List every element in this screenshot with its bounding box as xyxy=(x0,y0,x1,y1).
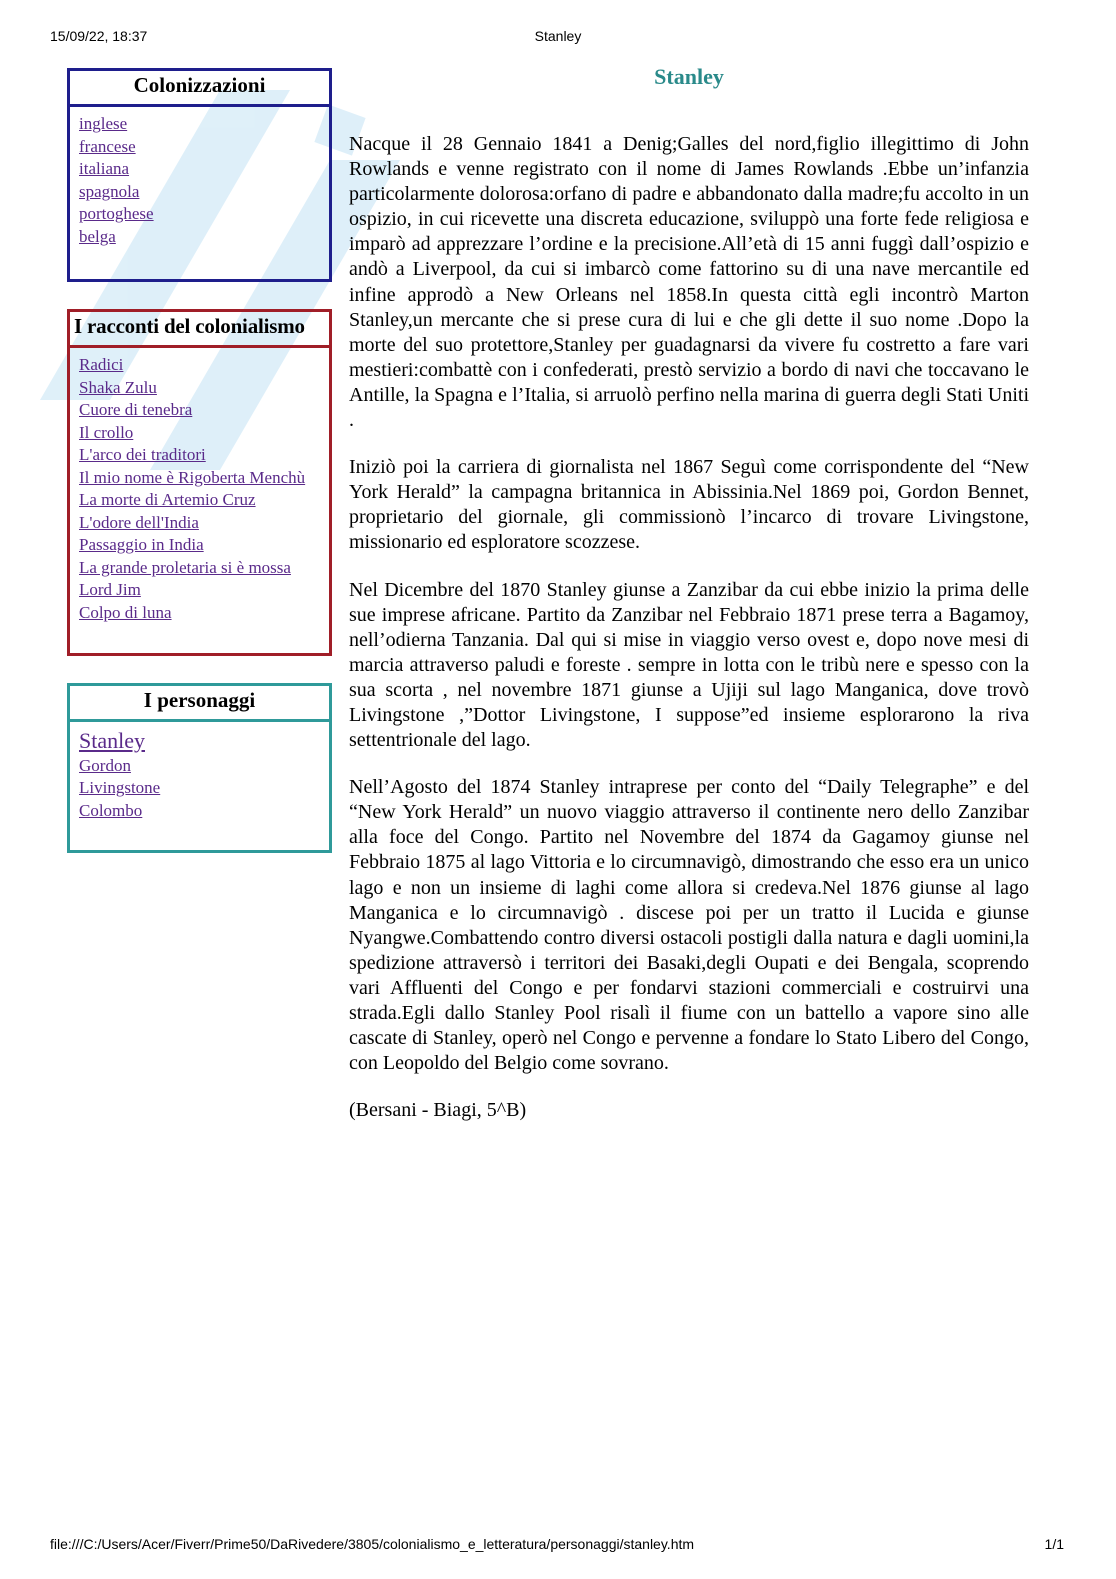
link-shaka-zulu[interactable]: Shaka Zulu xyxy=(79,377,157,397)
paragraph-zanzibar: Nel Dicembre del 1870 Stanley giunse a Zanzibar da cui ebbe inizio la prima delle sue imprese africane. Partito da Zanzibar nel Febbraio 1871 prese terra a Bagamoy, nell’odierna Tanzania. Dal qui si mise in viaggio verso ovest e, dopo nove mesi di marcia attraverso paludi e foreste . sempre in lotta con le tribù nere e spesso con la sua scorta , nel novembre 1871 giunse a Ujiji sul lago Manganica, dove trovò Livingstone ,”Dottor Livingstone, I suppose”ed insieme esplorarono la riva settentrionale del lago. xyxy=(349,578,1029,752)
link-stanley[interactable]: Stanley xyxy=(79,728,145,753)
link-cuore-di-tenebra[interactable]: Cuore di tenebra xyxy=(79,400,193,419)
link-grande-proletaria[interactable]: La grande proletaria si è mossa xyxy=(79,557,291,577)
personaggi-list xyxy=(70,722,329,822)
link-passaggio-india[interactable]: Passaggio in India xyxy=(79,535,204,554)
link-francese[interactable]: francese xyxy=(79,136,136,156)
racconti-box xyxy=(67,309,332,656)
link-arco-dei-traditori[interactable]: L'arco dei traditori xyxy=(79,445,206,464)
paragraph-birth: Nacque il 28 Gennaio 1841 a Denig;Galles del nord,figlio illegittimo di John Rowlands e venne registrato con il nome di James Rowlands .Ebbe un’infanzia particolarmente dolorosa:orfano di padre e abbandonato dalla madre;fu accolto in un ospizio, in cui ricevette una discreta educazione, sviluppò una forte fede religiosa e imparò ad apprezzare l’ordine e la precisione.All’età di 15 anni fuggì dall’ospizio e andò a Liverpool, da cui si imbarcò come fattorino su di una nave mercantile ed infine approdò a New Orleans nel 1858.In questa città egli incontrò Marton Stanley,un mercante che si prese cura di lui e che gli dette il suo nome .Dopo la morte del suo protettore,Stanley per guadagnarsi da vivere fu costretto a fare vari mestieri:combattè con i confederati, prestò servizio a bordo di navi che toccavano le Antille, la Spagna e l’Italia, si arruolò perfino nella marina di guerra degli Stati Uniti . xyxy=(349,133,1029,432)
link-inglese[interactable]: inglese xyxy=(79,114,128,133)
link-odore-india[interactable]: L'odore dell'India xyxy=(79,512,199,532)
print-title: Stanley xyxy=(534,28,582,44)
colonizzazioni-list xyxy=(70,107,329,248)
link-colpo-di-luna[interactable]: Colpo di luna xyxy=(79,602,172,622)
link-il-crollo[interactable]: Il crollo xyxy=(79,422,134,442)
link-portoghese[interactable]: portoghese xyxy=(79,204,154,223)
print-file-path: file:///C:/Users/Acer/Fiverr/Prime50/DaRivedere/3805/colonialismo_e_letteratura/personaggi/stanley.htm xyxy=(50,1536,695,1552)
signature: (Bersani - Biagi, 5^B) xyxy=(349,1099,527,1122)
racconti-list xyxy=(70,348,329,624)
link-belga[interactable]: belga xyxy=(79,226,116,246)
personaggi-box xyxy=(67,683,332,853)
link-colombo[interactable]: Colombo xyxy=(79,800,143,820)
page-title: Stanley xyxy=(654,64,724,89)
link-rigoberta-menchu[interactable]: Il mio nome è Rigoberta Menchù xyxy=(79,467,306,487)
link-artemio-cruz[interactable]: La morte di Artemio Cruz xyxy=(79,490,256,509)
racconti-title: I racconti del colonialismo xyxy=(70,312,329,348)
colonizzazioni-title: Colonizzazioni xyxy=(70,71,329,107)
paragraph-congo: Nell’Agosto del 1874 Stanley intraprese per conto del “Daily Telegraphe” e del “New York Herald” un nuovo viaggio attraverso il continente nero dello Zanzibar alla foce del Congo. Partito nel Novembre del 1874 da Gagamoy giunse nel Febbraio 1875 al lago Vittoria e lo circumnavigò, dimostrando che esso era un unico lago e non un insieme di laghi come allora si credeva.Nel 1876 giunse al lago Manganica e lo circumnavigò . discese poi per un tratto il Lucida e giunse Nyangwe.Combattendo contro diversi ostacoli postigli dalla natura e dagli uomini,la spedizione attraversò i territori dei Basaki,degli Oupati e dei Bengala, scoprendo vari Affluenti del Congo e per fondarvi stazioni commerciali e costruirvi una strada.Egli dallo Stanley Pool risalì il fiume con un battello a vapore sino alle cascate di Stanley, operò nel Congo e pervenne a fondare lo Stato Libero del Congo, con Leopoldo del Belgio come sovrano. xyxy=(349,776,1029,1075)
link-gordon[interactable]: Gordon xyxy=(79,755,131,775)
personaggi-title: I personaggi xyxy=(70,686,329,722)
main-content xyxy=(349,64,1029,1145)
link-livingstone[interactable]: Livingstone xyxy=(79,778,161,797)
print-footer xyxy=(0,1536,1116,1556)
print-page-number: 1/1 xyxy=(1044,1536,1064,1552)
link-italiana[interactable]: italiana xyxy=(79,159,130,178)
sidebar xyxy=(67,68,332,853)
paragraph-journalism: Iniziò poi la carriera di giornalista nel 1867 Seguì come corrispondente del “New York Herald” la campagna britannica in Abissinia.Nel 1869 poi, Gordon Bennet, proprietario del giornale, gli commissionò l’incarco di trovare Livingstone, missionario ed esploratore scozzese. xyxy=(349,456,1029,554)
link-lord-jim[interactable]: Lord Jim xyxy=(79,580,141,599)
link-radici[interactable]: Radici xyxy=(79,355,124,374)
colonizzazioni-box xyxy=(67,68,332,282)
print-header xyxy=(0,28,1116,48)
print-date: 15/09/22, 18:37 xyxy=(50,28,148,44)
link-spagnola[interactable]: spagnola xyxy=(79,181,140,201)
